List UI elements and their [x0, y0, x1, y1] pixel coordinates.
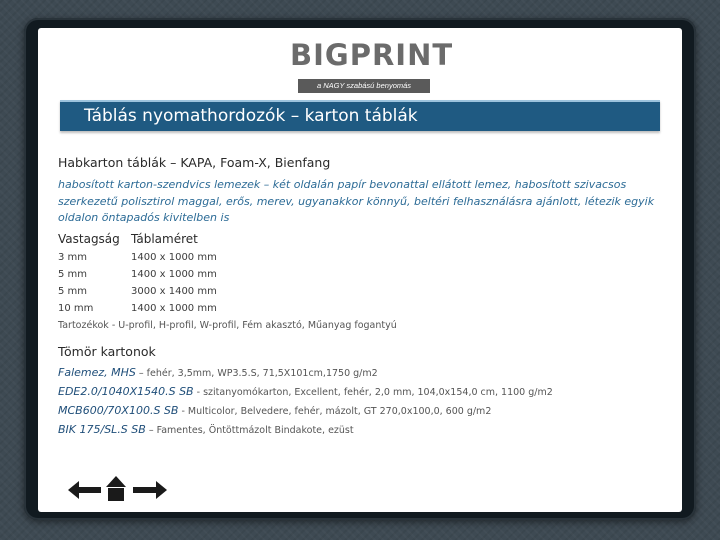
product-detail: – Famentes, Öntöttmázolt Bindakote, ezüst — [145, 424, 354, 436]
arrow-right-icon[interactable] — [130, 480, 168, 500]
list-item — [58, 418, 663, 437]
slide-navigation — [66, 474, 176, 504]
thickness-cell: 5 mm — [58, 285, 88, 297]
bigprint-logo — [290, 38, 454, 94]
thickness-cell: 10 mm — [58, 302, 94, 314]
navigation-icons — [66, 474, 176, 504]
table-row — [58, 300, 663, 317]
product-detail: – fehér, 3,5mm, WP3.5.S, 71,5X101cm,1750 g/m2 — [135, 367, 378, 379]
size-table-header — [58, 229, 663, 249]
table-row — [58, 249, 663, 266]
thickness-column-header: Vastagság — [58, 231, 120, 246]
list-item — [58, 361, 663, 380]
product-detail: - szitanyomókarton, Excellent, fehér, 2,0 mm, 104,0x154,0 cm, 1100 g/m2 — [193, 386, 553, 398]
title-bar — [60, 100, 660, 131]
home-icon[interactable] — [106, 476, 126, 501]
product-name: EDE2.0/1040X1540.S SB — [58, 384, 194, 398]
logo-wordmark: BIGPRINT — [290, 38, 454, 72]
list-item — [58, 399, 663, 418]
thickness-cell: 3 mm — [58, 251, 88, 263]
product-name: MCB600/70X100.S SB — [58, 403, 179, 417]
board-size-cell: 1400 x 1000 mm — [131, 251, 217, 263]
foamboard-description: habosított karton-szendvics lemezek – két oldalán papír bevonattal ellátott lemez, habosított szivacsos szerkezetű polisztirol maggal, erős, merev, ugyanakkor könnyű, beltéri felhasználásra ajánlott, létezik egyik oldalon öntapadós kivitelben is — [58, 178, 655, 224]
list-item — [58, 380, 663, 399]
page-title: Táblás nyomathordozók – karton táblák — [84, 106, 418, 126]
table-row — [58, 283, 663, 300]
thickness-cell: 5 mm — [58, 268, 88, 280]
board-size-cell: 3000 x 1400 mm — [131, 285, 217, 297]
board-size-cell: 1400 x 1000 mm — [131, 302, 217, 314]
slide — [38, 28, 682, 512]
slide-content — [58, 154, 663, 437]
table-row — [58, 266, 663, 283]
product-name: BIK 175/SL.S SB — [58, 422, 146, 436]
board-size-cell: 1400 x 1000 mm — [131, 268, 217, 280]
board-size-column-header: Táblaméret — [131, 231, 198, 246]
product-name: Falemez, MHS — [58, 365, 136, 379]
product-detail: - Multicolor, Belvedere, fehér, mázolt, GT 270,0x100,0, 600 g/m2 — [178, 405, 492, 417]
arrow-left-icon[interactable] — [66, 480, 104, 500]
accessories-line: Tartozékok - U-profil, H-profil, W-profil, Fém akasztó, Műanyag fogantyú — [58, 319, 397, 331]
solid-board-heading: Tömör kartonok — [58, 343, 156, 359]
foamboard-heading: Habkarton táblák – KAPA, Foam-X, Bienfang — [58, 155, 331, 170]
logo-tagline: a NAGY szabású benyomás — [298, 79, 430, 93]
